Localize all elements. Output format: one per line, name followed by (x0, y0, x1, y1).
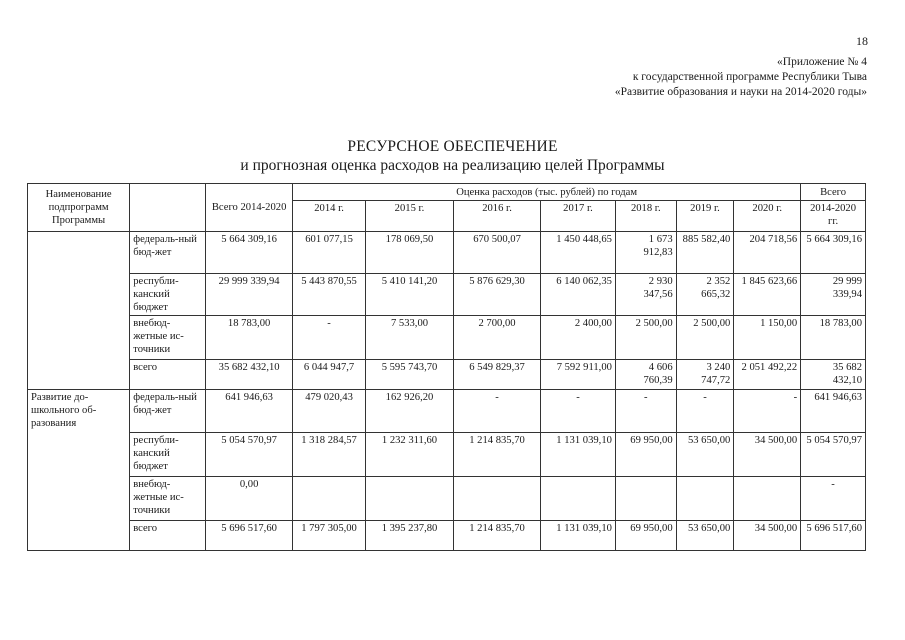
resource-table (27, 183, 866, 551)
year-cell: 69 950,00 (615, 521, 676, 551)
total-cell: 5 696 517,60 (206, 521, 293, 551)
header-year-2014: 2014 г. (293, 201, 366, 232)
year-cell: 2 400,00 (541, 316, 616, 360)
year-cell: 5 595 743,70 (365, 360, 453, 390)
source-cell: внебюд-жетные ис-точники (130, 477, 206, 521)
sum-cell: 5 664 309,16 (801, 232, 866, 274)
table-row (28, 521, 866, 551)
year-cell: - (454, 390, 541, 433)
year-cell: 2 500,00 (676, 316, 734, 360)
sum-cell: 35 682 432,10 (801, 360, 866, 390)
sum-cell: 5 054 570,97 (801, 433, 866, 477)
year-cell: 2 700,00 (454, 316, 541, 360)
header-total-right: Всего (801, 184, 866, 201)
year-cell: - (615, 390, 676, 433)
header-year-2017: 2017 г. (541, 201, 616, 232)
total-cell: 29 999 339,94 (206, 274, 293, 316)
appendix-line-3: «Развитие образования и науки на 2014-2020 годы» (614, 86, 867, 98)
year-cell: 162 926,20 (365, 390, 453, 433)
source-cell: федераль-ный бюд-жет (130, 390, 206, 433)
year-cell: 601 077,15 (293, 232, 366, 274)
year-cell: - (541, 390, 616, 433)
year-cell: 2 930 347,56 (615, 274, 676, 316)
program-name: Развитие до-школьного об-разования (28, 390, 130, 551)
header-estimate: Оценка расходов (тыс. рублей) по годам (293, 184, 801, 201)
year-cell: 34 500,00 (734, 433, 801, 477)
year-cell: 53 650,00 (676, 521, 734, 551)
sum-cell: - (801, 477, 866, 521)
year-cell: 2 500,00 (615, 316, 676, 360)
total-cell: 5 054 570,97 (206, 433, 293, 477)
header-source-empty (130, 184, 206, 232)
year-cell: 4 606 760,39 (615, 360, 676, 390)
year-cell (615, 477, 676, 521)
total-cell: 641 946,63 (206, 390, 293, 433)
appendix-line-2: к государственной программе Республики Тыва (632, 71, 867, 83)
page-number: 18 (856, 34, 868, 48)
sum-cell: 641 946,63 (801, 390, 866, 433)
sum-cell: 18 783,00 (801, 316, 866, 360)
table-row (28, 274, 866, 316)
year-cell (734, 477, 801, 521)
source-cell: всего (130, 521, 206, 551)
year-cell: 1 150,00 (734, 316, 801, 360)
year-cell: - (676, 390, 734, 433)
year-cell: 2 051 492,22 (734, 360, 801, 390)
year-cell (454, 477, 541, 521)
table-row (28, 390, 866, 433)
year-cell: 1 131 039,10 (541, 521, 616, 551)
year-cell (676, 477, 734, 521)
year-cell: 1 845 623,66 (734, 274, 801, 316)
source-cell: всего (130, 360, 206, 390)
year-cell: 53 650,00 (676, 433, 734, 477)
sum-cell: 5 696 517,60 (801, 521, 866, 551)
table-row (28, 316, 866, 360)
appendix-note (615, 55, 867, 100)
total-cell: 0,00 (206, 477, 293, 521)
year-cell: 670 500,07 (454, 232, 541, 274)
year-cell: 885 582,40 (676, 232, 734, 274)
year-cell: 34 500,00 (734, 521, 801, 551)
source-cell: федераль-ный бюд-жет (130, 232, 206, 274)
table-row (28, 477, 866, 521)
year-cell: 6 140 062,35 (541, 274, 616, 316)
year-cell: 1 673 912,83 (615, 232, 676, 274)
table-row (28, 232, 866, 274)
year-cell: - (734, 390, 801, 433)
year-cell: 5 410 141,20 (365, 274, 453, 316)
year-cell: 6 549 829,37 (454, 360, 541, 390)
year-cell: 7 533,00 (365, 316, 453, 360)
year-cell: 1 131 039,10 (541, 433, 616, 477)
year-cell: 2 352 665,32 (676, 274, 734, 316)
title-line-1: РЕСУРСНОЕ ОБЕСПЕЧЕНИЕ (347, 138, 558, 155)
year-cell: 1 450 448,65 (541, 232, 616, 274)
year-cell: - (293, 316, 366, 360)
year-cell: 1 395 237,80 (365, 521, 453, 551)
year-cell: 5 876 629,30 (454, 274, 541, 316)
year-cell: 479 020,43 (293, 390, 366, 433)
title-line-2: и прогнозная оценка расходов на реализацию целей Программы (240, 157, 665, 174)
document-title (0, 137, 905, 175)
table-row (28, 433, 866, 477)
header-total-right-sub: 2014-2020 гг. (801, 201, 866, 232)
year-cell (541, 477, 616, 521)
year-cell: 1 214 835,70 (454, 521, 541, 551)
header-total-period: Всего 2014-2020 (206, 184, 293, 232)
header-year-2015: 2015 г. (365, 201, 453, 232)
header-year-2019: 2019 г. (676, 201, 734, 232)
year-cell (365, 477, 453, 521)
source-cell: внебюд-жетные ис-точники (130, 316, 206, 360)
header-name: Наименование подпрограмм Программы (28, 184, 130, 232)
source-cell: республи-канский бюджет (130, 274, 206, 316)
year-cell: 204 718,56 (734, 232, 801, 274)
header-year-2018: 2018 г. (615, 201, 676, 232)
year-cell: 1 232 311,60 (365, 433, 453, 477)
header-year-2020: 2020 г. (734, 201, 801, 232)
year-cell: 5 443 870,55 (293, 274, 366, 316)
year-cell: 6 044 947,7 (293, 360, 366, 390)
total-cell: 18 783,00 (206, 316, 293, 360)
year-cell: 178 069,50 (365, 232, 453, 274)
year-cell: 1 797 305,00 (293, 521, 366, 551)
year-cell: 3 240 747,72 (676, 360, 734, 390)
year-cell (293, 477, 366, 521)
total-cell: 5 664 309,16 (206, 232, 293, 274)
sum-cell: 29 999 339,94 (801, 274, 866, 316)
year-cell: 69 950,00 (615, 433, 676, 477)
year-cell: 1 214 835,70 (454, 433, 541, 477)
table-row (28, 360, 866, 390)
year-cell: 7 592 911,00 (541, 360, 616, 390)
source-cell: республи-канский бюджет (130, 433, 206, 477)
appendix-line-1: «Приложение № 4 (777, 56, 867, 68)
program-name (28, 232, 130, 390)
year-cell: 1 318 284,57 (293, 433, 366, 477)
total-cell: 35 682 432,10 (206, 360, 293, 390)
header-year-2016: 2016 г. (454, 201, 541, 232)
